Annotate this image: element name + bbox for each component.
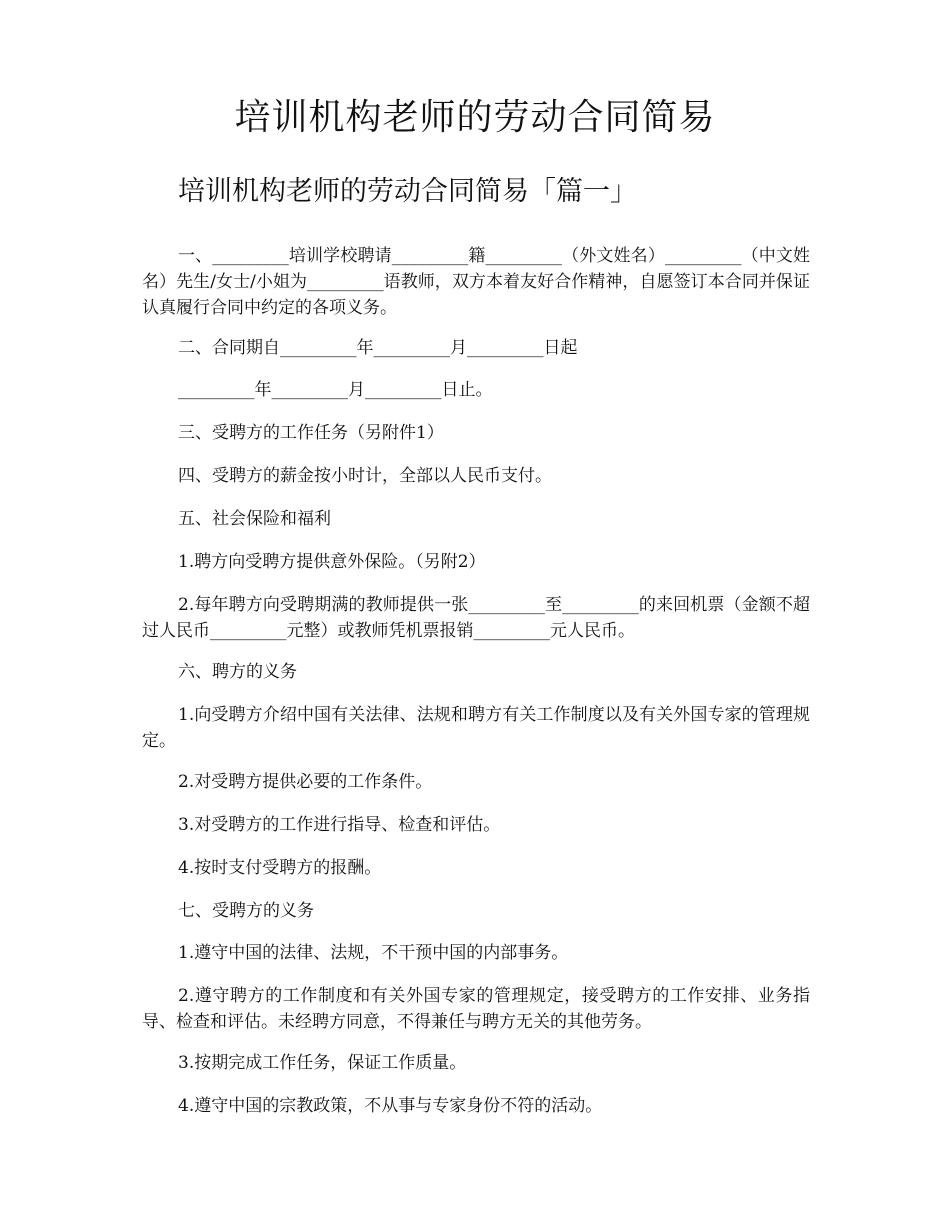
- clause-2-term-start: 二、合同期自_________年_________月_________日起: [178, 338, 578, 358]
- document-title: 培训机构老师的劳动合同简易: [234, 97, 716, 138]
- clause-1-parties: 一、_________培训学校聘请_________籍_________（外文姓名）_________（中文姓名）先生/女士/小姐为_________语教师，双方本着友好合作精神，自愿签订本合同并保证认真履行合同中约定的各项义务。: [142, 246, 810, 318]
- clause-3-duties: 三、受聘方的工作任务（另附件1）: [178, 423, 444, 443]
- clause-7-item-2: 2.遵守聘方的工作制度和有关外国专家的管理规定，接受聘方的工作安排、业务指导、检查和评估。未经聘方同意，不得兼任与聘方无关的其他劳务。: [142, 986, 810, 1032]
- clause-6-item-2: 2.对受聘方提供必要的工作条件。: [178, 772, 433, 792]
- clause-7-heading: 七、受聘方的义务: [178, 901, 314, 921]
- clause-6-item-3: 3.对受聘方的工作进行指导、检查和评估。: [178, 815, 501, 835]
- clause-2-term-end: _________年_________月_________日止。: [178, 380, 493, 400]
- clause-6-item-4: 4.按时支付受聘方的报酬。: [178, 858, 382, 878]
- clause-7-item-4: 4.遵守中国的宗教政策，不从事与专家身份不符的活动。: [178, 1096, 603, 1116]
- clause-5-heading: 五、社会保险和福利: [178, 509, 331, 529]
- clause-6-heading: 六、聘方的义务: [178, 662, 297, 682]
- section-title: 培训机构老师的劳动合同简易「篇一」: [178, 176, 637, 207]
- clause-7-item-1: 1.遵守中国的法律、法规，不干预中国的内部事务。: [178, 943, 569, 963]
- clause-6-item-1: 1.向受聘方介绍中国有关法律、法规和聘方有关工作制度以及有关外国专家的管理规定。: [142, 705, 810, 751]
- clause-7-item-3: 3.按期完成工作任务，保证工作质量。: [178, 1053, 467, 1073]
- clause-4-salary: 四、受聘方的薪金按小时计，全部以人民币支付。: [178, 466, 552, 486]
- clause-5-item-1: 1.聘方向受聘方提供意外保险。（另附2）: [178, 552, 486, 572]
- clause-5-item-2: 2.每年聘方向受聘期满的教师提供一张_________至_________的来回机票（金额不超过人民币_________元整）或教师凭机票报销_________元人民币。: [142, 595, 810, 641]
